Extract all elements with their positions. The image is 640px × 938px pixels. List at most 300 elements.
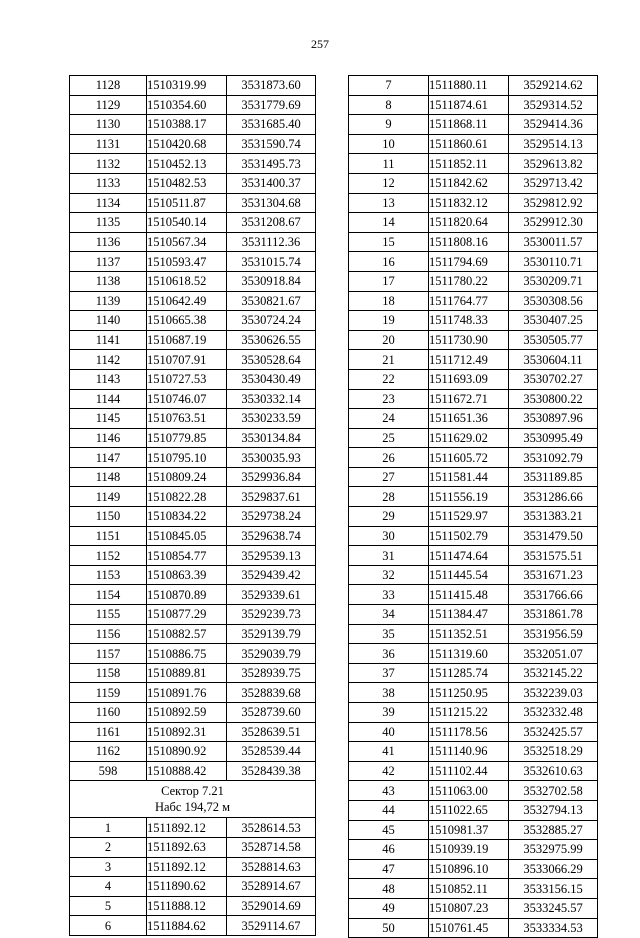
- point-number-cell: 1134: [70, 193, 147, 213]
- table-row: [70, 896, 316, 916]
- point-number-cell: 37: [349, 663, 429, 683]
- y-coordinate-cell: 3530626.55: [227, 330, 316, 350]
- table-row: [349, 409, 598, 429]
- table-row: [349, 467, 598, 487]
- table-row: [70, 605, 316, 625]
- x-coordinate-cell: 1511892.12: [147, 857, 227, 877]
- y-coordinate-cell: 3529139.79: [227, 624, 316, 644]
- point-number-cell: 7: [349, 76, 429, 96]
- point-number-cell: 18: [349, 291, 429, 311]
- point-number-cell: 4: [70, 877, 147, 897]
- table-row: [349, 115, 598, 135]
- y-coordinate-cell: 3531575.51: [509, 546, 598, 566]
- x-coordinate-cell: 1510891.76: [147, 683, 227, 703]
- point-number-cell: 25: [349, 428, 429, 448]
- table-row: [70, 663, 316, 683]
- x-coordinate-cell: 1511285.74: [429, 663, 509, 683]
- coordinates-table-right: [348, 75, 598, 938]
- x-coordinate-cell: 1510746.07: [147, 389, 227, 409]
- y-coordinate-cell: 3532975.99: [509, 840, 598, 860]
- y-coordinate-cell: 3528839.68: [227, 683, 316, 703]
- table-row: [70, 837, 316, 857]
- y-coordinate-cell: 3528714.58: [227, 837, 316, 857]
- x-coordinate-cell: 1510795.10: [147, 448, 227, 468]
- point-number-cell: 1150: [70, 507, 147, 527]
- y-coordinate-cell: 3528914.67: [227, 877, 316, 897]
- table-row: [70, 291, 316, 311]
- y-coordinate-cell: 3532239.03: [509, 683, 598, 703]
- y-coordinate-cell: 3530800.22: [509, 389, 598, 409]
- y-coordinate-cell: 3533156.15: [509, 879, 598, 899]
- x-coordinate-cell: 1510882.57: [147, 624, 227, 644]
- table-row: [70, 115, 316, 135]
- point-number-cell: 1151: [70, 526, 147, 546]
- table-row: [70, 818, 316, 838]
- table-row: [70, 916, 316, 936]
- y-coordinate-cell: 3529014.69: [227, 896, 316, 916]
- x-coordinate-cell: 1510892.59: [147, 703, 227, 723]
- point-number-cell: 30: [349, 526, 429, 546]
- point-number-cell: 1136: [70, 232, 147, 252]
- y-coordinate-cell: 3531092.79: [509, 448, 598, 468]
- table-row: [70, 487, 316, 507]
- x-coordinate-cell: 1511445.54: [429, 565, 509, 585]
- point-number-cell: 3: [70, 857, 147, 877]
- table-row: [349, 820, 598, 840]
- y-coordinate-cell: 3528939.75: [227, 663, 316, 683]
- x-coordinate-cell: 1510763.51: [147, 409, 227, 429]
- table-row: [70, 389, 316, 409]
- point-number-cell: 1161: [70, 722, 147, 742]
- point-number-cell: 1144: [70, 389, 147, 409]
- point-number-cell: 45: [349, 820, 429, 840]
- x-coordinate-cell: 1511102.44: [429, 761, 509, 781]
- point-number-cell: 11: [349, 154, 429, 174]
- point-number-cell: 38: [349, 683, 429, 703]
- y-coordinate-cell: 3530233.59: [227, 409, 316, 429]
- point-number-cell: 1138: [70, 271, 147, 291]
- point-number-cell: 1130: [70, 115, 147, 135]
- x-coordinate-cell: 1511415.48: [429, 585, 509, 605]
- y-coordinate-cell: 3532425.57: [509, 722, 598, 742]
- table-row: [349, 859, 598, 879]
- point-number-cell: 1146: [70, 428, 147, 448]
- point-number-cell: 8: [349, 95, 429, 115]
- y-coordinate-cell: 3530209.71: [509, 271, 598, 291]
- y-coordinate-cell: 3531383.21: [509, 507, 598, 527]
- y-coordinate-cell: 3531286.66: [509, 487, 598, 507]
- x-coordinate-cell: 1510567.34: [147, 232, 227, 252]
- x-coordinate-cell: 1510807.23: [429, 898, 509, 918]
- x-coordinate-cell: 1510618.52: [147, 271, 227, 291]
- table-row: [70, 252, 316, 272]
- y-coordinate-cell: 3529738.24: [227, 507, 316, 527]
- x-coordinate-cell: 1510761.45: [429, 918, 509, 938]
- point-number-cell: 21: [349, 350, 429, 370]
- table-row: [349, 369, 598, 389]
- table-row: [349, 232, 598, 252]
- point-number-cell: 1154: [70, 585, 147, 605]
- point-number-cell: 1137: [70, 252, 147, 272]
- table-row: [349, 252, 598, 272]
- x-coordinate-cell: 1511860.61: [429, 134, 509, 154]
- table-row: [70, 857, 316, 877]
- x-coordinate-cell: 1510892.31: [147, 722, 227, 742]
- table-row: [70, 193, 316, 213]
- table-row: [70, 213, 316, 233]
- point-number-cell: 1135: [70, 213, 147, 233]
- y-coordinate-cell: 3529339.61: [227, 585, 316, 605]
- point-number-cell: 1160: [70, 703, 147, 723]
- table-row: [70, 448, 316, 468]
- x-coordinate-cell: 1511384.47: [429, 605, 509, 625]
- y-coordinate-cell: 3531479.50: [509, 526, 598, 546]
- table-row: [70, 644, 316, 664]
- table-row: [349, 722, 598, 742]
- table-row: [70, 761, 316, 781]
- y-coordinate-cell: 3531015.74: [227, 252, 316, 272]
- section-header-body: [70, 781, 316, 818]
- x-coordinate-cell: 1510687.19: [147, 330, 227, 350]
- y-coordinate-cell: 3530724.24: [227, 311, 316, 331]
- point-number-cell: 49: [349, 898, 429, 918]
- table-row: [70, 546, 316, 566]
- point-number-cell: 1129: [70, 95, 147, 115]
- y-coordinate-cell: 3531766.66: [509, 585, 598, 605]
- table-row: [70, 742, 316, 762]
- point-number-cell: 1: [70, 818, 147, 838]
- y-coordinate-cell: 3528639.51: [227, 722, 316, 742]
- table-row: [70, 722, 316, 742]
- section-subtitle: Набс 194,72 м: [154, 800, 231, 815]
- x-coordinate-cell: 1511581.44: [429, 467, 509, 487]
- table-row: [349, 213, 598, 233]
- y-coordinate-cell: 3529239.73: [227, 605, 316, 625]
- y-coordinate-cell: 3531208.67: [227, 213, 316, 233]
- table-row: [349, 193, 598, 213]
- x-coordinate-cell: 1511250.95: [429, 683, 509, 703]
- table-row: [70, 507, 316, 527]
- table-row: [70, 585, 316, 605]
- x-coordinate-cell: 1510354.60: [147, 95, 227, 115]
- table-row: [70, 369, 316, 389]
- table-row: [349, 898, 598, 918]
- y-coordinate-cell: 3532145.22: [509, 663, 598, 683]
- y-coordinate-cell: 3532518.29: [509, 742, 598, 762]
- x-coordinate-cell: 1510319.99: [147, 76, 227, 96]
- y-coordinate-cell: 3529638.74: [227, 526, 316, 546]
- x-coordinate-cell: 1510388.17: [147, 115, 227, 135]
- coordinates-table-left: [69, 75, 316, 936]
- table-row: [70, 624, 316, 644]
- y-coordinate-cell: 3530528.64: [227, 350, 316, 370]
- y-coordinate-cell: 3530407.25: [509, 311, 598, 331]
- x-coordinate-cell: 1511629.02: [429, 428, 509, 448]
- left-table-lower-body: [70, 818, 316, 936]
- point-number-cell: 1155: [70, 605, 147, 625]
- x-coordinate-cell: 1510889.81: [147, 663, 227, 683]
- point-number-cell: 1128: [70, 76, 147, 96]
- x-coordinate-cell: 1511651.36: [429, 409, 509, 429]
- table-row: [70, 565, 316, 585]
- y-coordinate-cell: 3533334.53: [509, 918, 598, 938]
- table-row: [349, 487, 598, 507]
- point-number-cell: 23: [349, 389, 429, 409]
- y-coordinate-cell: 3530110.71: [509, 252, 598, 272]
- table-row: [70, 173, 316, 193]
- table-row: [349, 546, 598, 566]
- y-coordinate-cell: 3532794.13: [509, 800, 598, 820]
- x-coordinate-cell: 1510852.11: [429, 879, 509, 899]
- y-coordinate-cell: 3530995.49: [509, 428, 598, 448]
- x-coordinate-cell: 1510452.13: [147, 154, 227, 174]
- y-coordinate-cell: 3532610.63: [509, 761, 598, 781]
- point-number-cell: 1140: [70, 311, 147, 331]
- table-row: [349, 800, 598, 820]
- table-row: [349, 291, 598, 311]
- y-coordinate-cell: 3531873.60: [227, 76, 316, 96]
- table-row: [70, 134, 316, 154]
- x-coordinate-cell: 1511794.69: [429, 252, 509, 272]
- table-row: [349, 173, 598, 193]
- table-row: [349, 918, 598, 938]
- x-coordinate-cell: 1511063.00: [429, 781, 509, 801]
- table-row: [349, 624, 598, 644]
- y-coordinate-cell: 3531400.37: [227, 173, 316, 193]
- table-row: [70, 330, 316, 350]
- x-coordinate-cell: 1510888.42: [147, 761, 227, 781]
- x-coordinate-cell: 1510642.49: [147, 291, 227, 311]
- table-row: [70, 232, 316, 252]
- table-row: [349, 448, 598, 468]
- y-coordinate-cell: 3531861.78: [509, 605, 598, 625]
- x-coordinate-cell: 1511178.56: [429, 722, 509, 742]
- page-number: 257: [311, 37, 329, 51]
- y-coordinate-cell: 3529539.13: [227, 546, 316, 566]
- y-coordinate-cell: 3530897.96: [509, 409, 598, 429]
- table-row: [349, 154, 598, 174]
- y-coordinate-cell: 3529514.13: [509, 134, 598, 154]
- point-number-cell: 1141: [70, 330, 147, 350]
- y-coordinate-cell: 3529414.36: [509, 115, 598, 135]
- y-coordinate-cell: 3528614.53: [227, 818, 316, 838]
- x-coordinate-cell: 1510854.77: [147, 546, 227, 566]
- x-coordinate-cell: 1510707.91: [147, 350, 227, 370]
- x-coordinate-cell: 1511319.60: [429, 644, 509, 664]
- point-number-cell: 33: [349, 585, 429, 605]
- y-coordinate-cell: 3529812.92: [509, 193, 598, 213]
- table-row: [70, 467, 316, 487]
- x-coordinate-cell: 1510482.53: [147, 173, 227, 193]
- y-coordinate-cell: 3528739.60: [227, 703, 316, 723]
- point-number-cell: 14: [349, 213, 429, 233]
- y-coordinate-cell: 3528539.44: [227, 742, 316, 762]
- point-number-cell: 22: [349, 369, 429, 389]
- x-coordinate-cell: 1510834.22: [147, 507, 227, 527]
- point-number-cell: 2: [70, 837, 147, 857]
- point-number-cell: 1156: [70, 624, 147, 644]
- x-coordinate-cell: 1511605.72: [429, 448, 509, 468]
- y-coordinate-cell: 3531495.73: [227, 154, 316, 174]
- y-coordinate-cell: 3530604.11: [509, 350, 598, 370]
- point-number-cell: 27: [349, 467, 429, 487]
- y-coordinate-cell: 3529039.79: [227, 644, 316, 664]
- point-number-cell: 32: [349, 565, 429, 585]
- x-coordinate-cell: 1511693.09: [429, 369, 509, 389]
- y-coordinate-cell: 3530821.67: [227, 291, 316, 311]
- x-coordinate-cell: 1511820.64: [429, 213, 509, 233]
- y-coordinate-cell: 3532702.58: [509, 781, 598, 801]
- x-coordinate-cell: 1510896.10: [429, 859, 509, 879]
- y-coordinate-cell: 3531304.68: [227, 193, 316, 213]
- x-coordinate-cell: 1510665.38: [147, 311, 227, 331]
- point-number-cell: 9: [349, 115, 429, 135]
- x-coordinate-cell: 1511672.71: [429, 389, 509, 409]
- point-number-cell: 1143: [70, 369, 147, 389]
- x-coordinate-cell: 1511888.12: [147, 896, 227, 916]
- x-coordinate-cell: 1510727.53: [147, 369, 227, 389]
- x-coordinate-cell: 1511892.12: [147, 818, 227, 838]
- x-coordinate-cell: 1510877.29: [147, 605, 227, 625]
- y-coordinate-cell: 3531685.40: [227, 115, 316, 135]
- table-row: [70, 350, 316, 370]
- table-row: [349, 761, 598, 781]
- point-number-cell: 1158: [70, 663, 147, 683]
- point-number-cell: 26: [349, 448, 429, 468]
- y-coordinate-cell: 3530134.84: [227, 428, 316, 448]
- x-coordinate-cell: 1510540.14: [147, 213, 227, 233]
- point-number-cell: 48: [349, 879, 429, 899]
- point-number-cell: 15: [349, 232, 429, 252]
- x-coordinate-cell: 1511529.97: [429, 507, 509, 527]
- x-coordinate-cell: 1510870.89: [147, 585, 227, 605]
- table-row: [70, 683, 316, 703]
- y-coordinate-cell: 3529936.84: [227, 467, 316, 487]
- table-row: [70, 526, 316, 546]
- right-table-body: [349, 76, 598, 938]
- point-number-cell: 1133: [70, 173, 147, 193]
- x-coordinate-cell: 1510511.87: [147, 193, 227, 213]
- table-row: [70, 76, 316, 96]
- point-number-cell: 1142: [70, 350, 147, 370]
- table-row: [70, 95, 316, 115]
- x-coordinate-cell: 1511780.22: [429, 271, 509, 291]
- x-coordinate-cell: 1510863.39: [147, 565, 227, 585]
- point-number-cell: 19: [349, 311, 429, 331]
- y-coordinate-cell: 3529214.62: [509, 76, 598, 96]
- x-coordinate-cell: 1511890.62: [147, 877, 227, 897]
- x-coordinate-cell: 1511730.90: [429, 330, 509, 350]
- y-coordinate-cell: 3529439.42: [227, 565, 316, 585]
- point-number-cell: 12: [349, 173, 429, 193]
- point-number-cell: 50: [349, 918, 429, 938]
- table-row: [70, 703, 316, 723]
- y-coordinate-cell: 3530505.77: [509, 330, 598, 350]
- y-coordinate-cell: 3530308.56: [509, 291, 598, 311]
- y-coordinate-cell: 3531112.36: [227, 232, 316, 252]
- point-number-cell: 1139: [70, 291, 147, 311]
- table-row: [349, 76, 598, 96]
- point-number-cell: 29: [349, 507, 429, 527]
- y-coordinate-cell: 3532051.07: [509, 644, 598, 664]
- table-row: [349, 703, 598, 723]
- y-coordinate-cell: 3532332.48: [509, 703, 598, 723]
- table-row: [349, 389, 598, 409]
- y-coordinate-cell: 3532885.27: [509, 820, 598, 840]
- y-coordinate-cell: 3528439.38: [227, 761, 316, 781]
- point-number-cell: 34: [349, 605, 429, 625]
- x-coordinate-cell: 1511748.33: [429, 311, 509, 331]
- table-row: [349, 683, 598, 703]
- point-number-cell: 1149: [70, 487, 147, 507]
- table-row: [349, 605, 598, 625]
- x-coordinate-cell: 1511140.96: [429, 742, 509, 762]
- x-coordinate-cell: 1511874.61: [429, 95, 509, 115]
- table-row: [349, 879, 598, 899]
- table-row: [349, 644, 598, 664]
- point-number-cell: 1157: [70, 644, 147, 664]
- y-coordinate-cell: 3530332.14: [227, 389, 316, 409]
- y-coordinate-cell: 3529837.61: [227, 487, 316, 507]
- table-row: [349, 134, 598, 154]
- x-coordinate-cell: 1511474.64: [429, 546, 509, 566]
- left-table-upper-body: [70, 76, 316, 781]
- x-coordinate-cell: 1510886.75: [147, 644, 227, 664]
- point-number-cell: 43: [349, 781, 429, 801]
- point-number-cell: 1159: [70, 683, 147, 703]
- x-coordinate-cell: 1511352.51: [429, 624, 509, 644]
- point-number-cell: 31: [349, 546, 429, 566]
- x-coordinate-cell: 1511892.63: [147, 837, 227, 857]
- x-coordinate-cell: 1511884.62: [147, 916, 227, 936]
- point-number-cell: 35: [349, 624, 429, 644]
- y-coordinate-cell: 3533066.29: [509, 859, 598, 879]
- point-number-cell: 13: [349, 193, 429, 213]
- point-number-cell: 28: [349, 487, 429, 507]
- point-number-cell: 47: [349, 859, 429, 879]
- table-row: [349, 428, 598, 448]
- point-number-cell: 1145: [70, 409, 147, 429]
- point-number-cell: 1153: [70, 565, 147, 585]
- table-row: [349, 585, 598, 605]
- table-row: [349, 95, 598, 115]
- section-header-row: [70, 781, 316, 818]
- table-row: [349, 330, 598, 350]
- y-coordinate-cell: 3531590.74: [227, 134, 316, 154]
- x-coordinate-cell: 1510845.05: [147, 526, 227, 546]
- table-row: [70, 877, 316, 897]
- x-coordinate-cell: 1511022.65: [429, 800, 509, 820]
- table-row: [349, 526, 598, 546]
- point-number-cell: 10: [349, 134, 429, 154]
- y-coordinate-cell: 3529314.52: [509, 95, 598, 115]
- table-row: [349, 742, 598, 762]
- point-number-cell: 1132: [70, 154, 147, 174]
- y-coordinate-cell: 3530702.27: [509, 369, 598, 389]
- x-coordinate-cell: 1511880.11: [429, 76, 509, 96]
- x-coordinate-cell: 1510420.68: [147, 134, 227, 154]
- point-number-cell: 39: [349, 703, 429, 723]
- y-coordinate-cell: 3529114.67: [227, 916, 316, 936]
- point-number-cell: 40: [349, 722, 429, 742]
- y-coordinate-cell: 3529613.82: [509, 154, 598, 174]
- y-coordinate-cell: 3529713.42: [509, 173, 598, 193]
- y-coordinate-cell: 3529912.30: [509, 213, 598, 233]
- table-row: [349, 663, 598, 683]
- y-coordinate-cell: 3531671.23: [509, 565, 598, 585]
- table-row: [349, 311, 598, 331]
- x-coordinate-cell: 1511852.11: [429, 154, 509, 174]
